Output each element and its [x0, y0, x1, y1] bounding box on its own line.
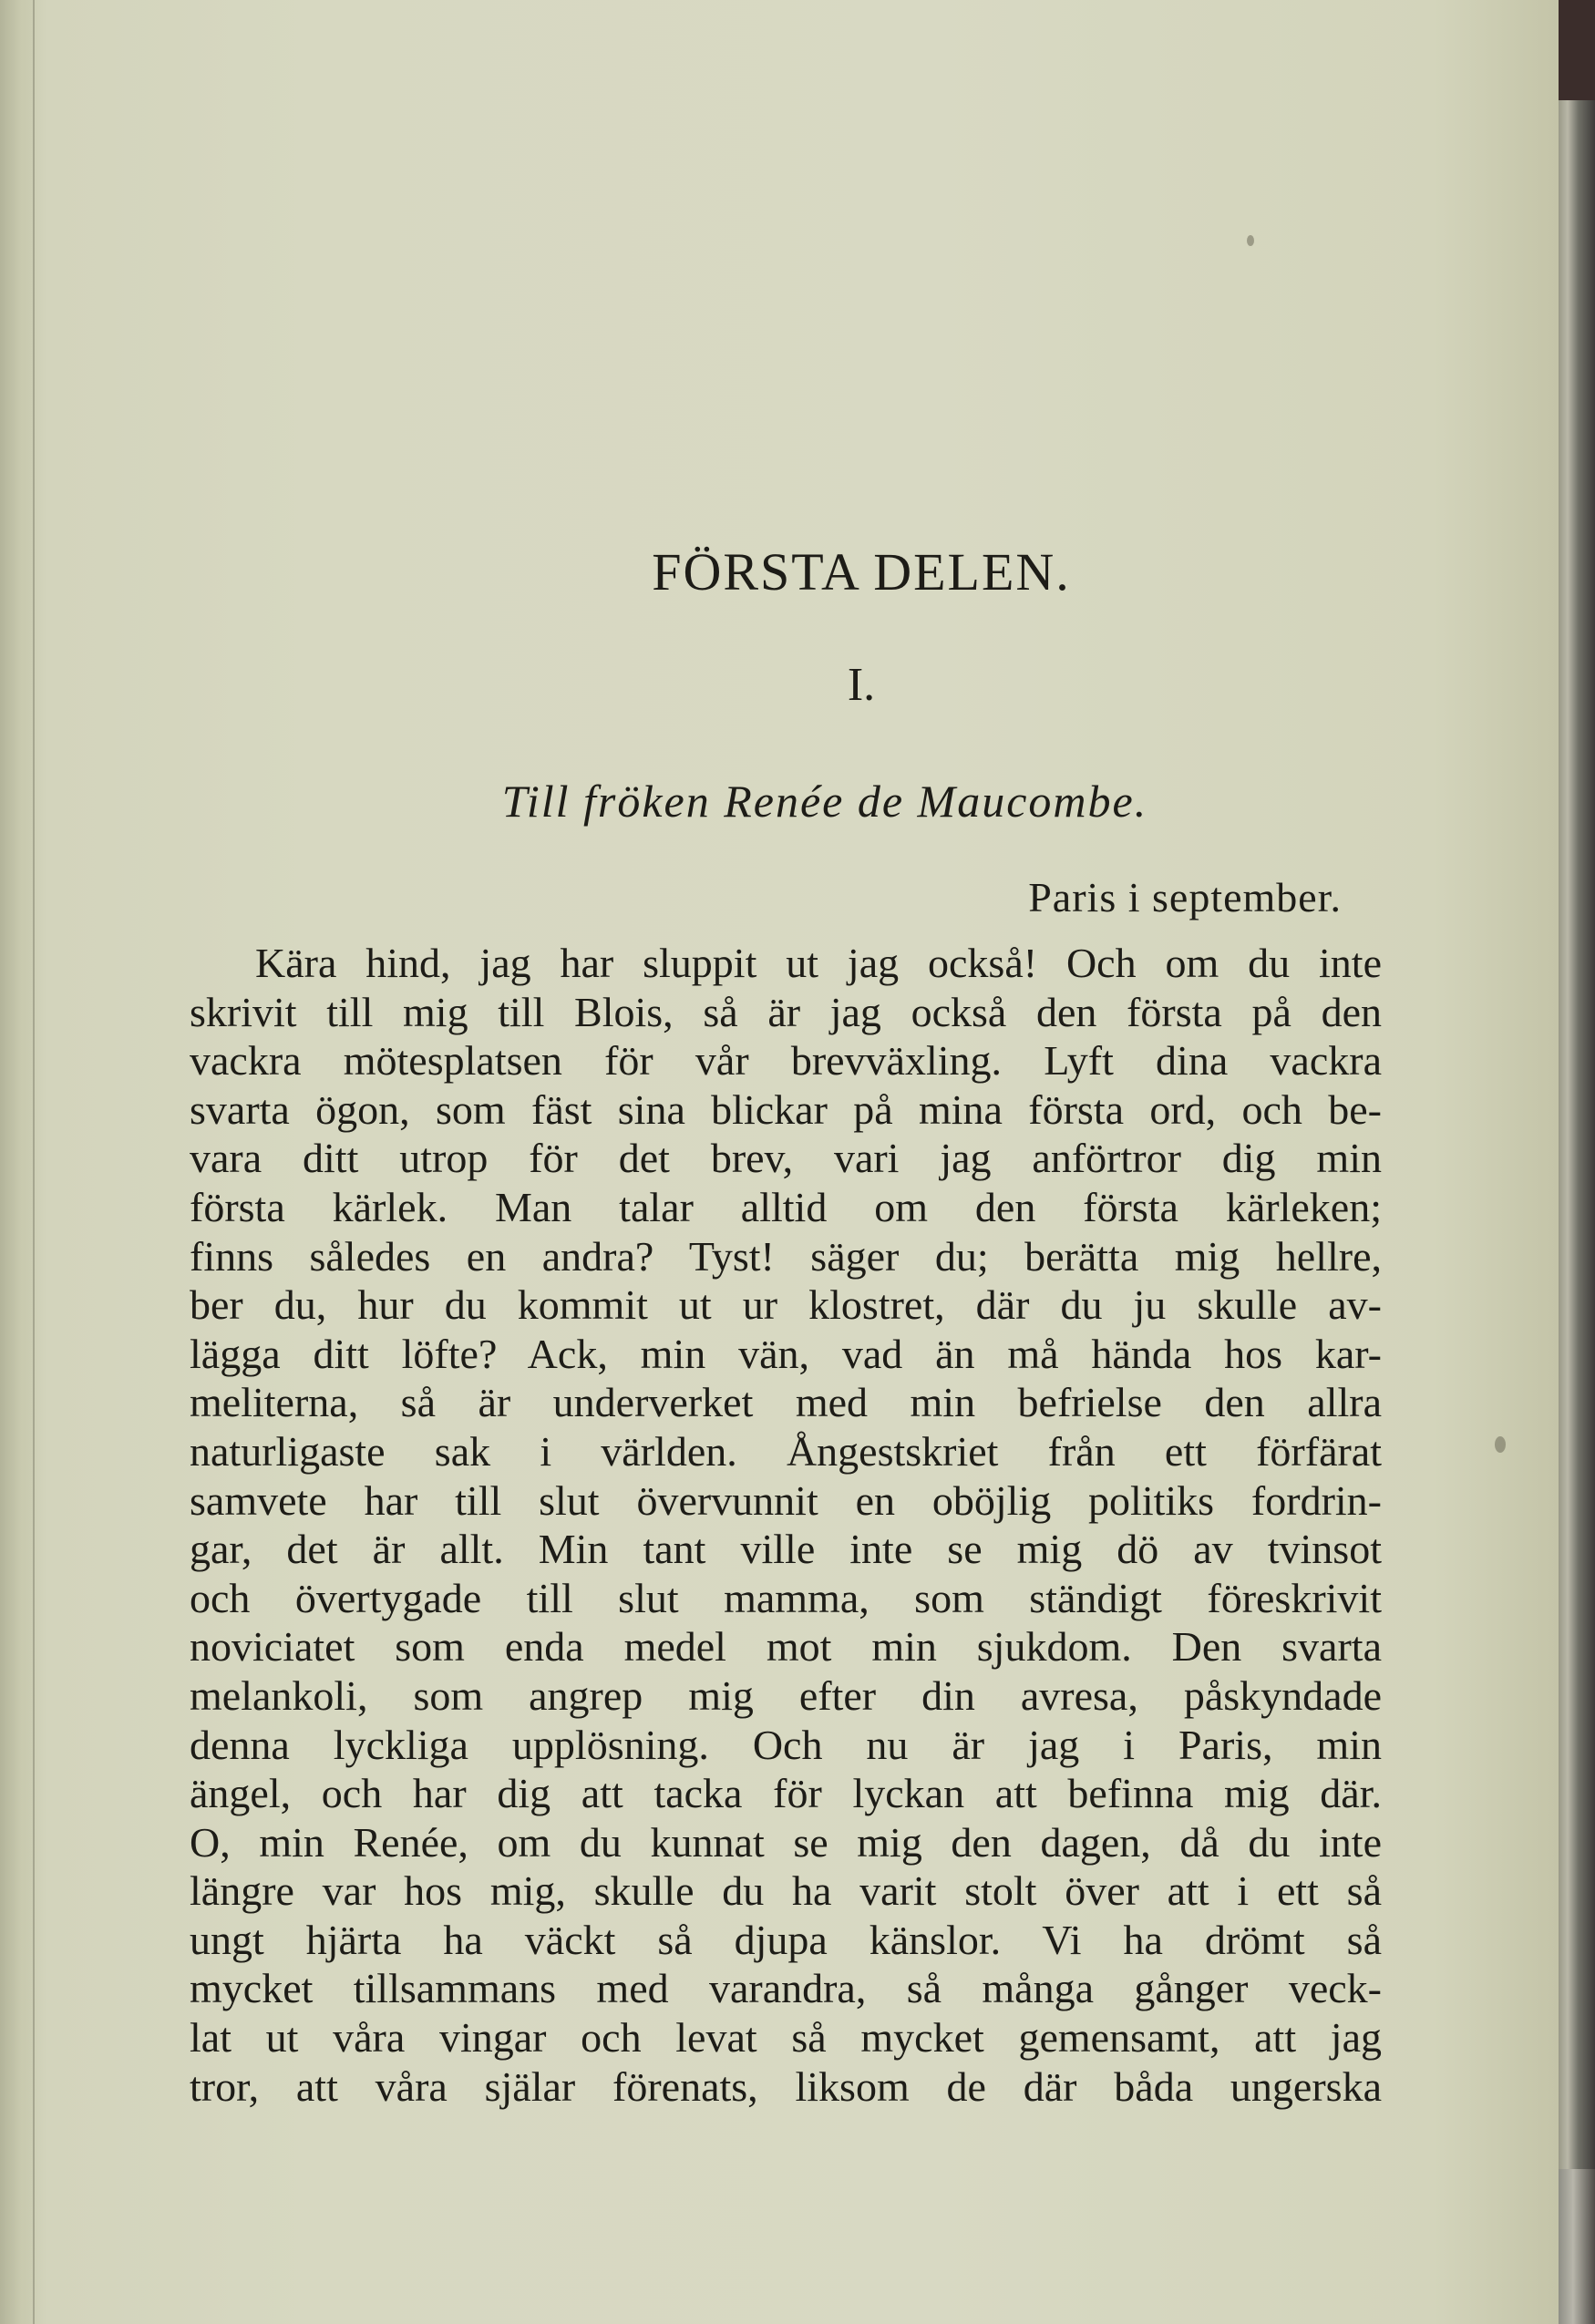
letter-addressee: Till fröken Renée de Maucombe.: [501, 776, 1148, 827]
body-line: ängel, och har dig att tacka för lyckan att befinna mig där.: [190, 1770, 1382, 1817]
gutter-line: [33, 0, 35, 2324]
chapter-number: I.: [847, 659, 876, 711]
body-line: gar, det är allt. Min tant ville inte se mig dö av tvinsot: [190, 1526, 1382, 1573]
letter-dateline: Paris i september.: [1028, 874, 1342, 920]
body-line: lat ut våra vingar och levat så mycket gemensamt, att jag: [190, 2014, 1382, 2062]
book-gutter: [0, 0, 36, 2324]
body-line: noviciatet som enda medel mot min sjukdom. Den svarta: [190, 1623, 1382, 1671]
body-line: mycket tillsammans med varandra, så många gånger veck-: [190, 1965, 1382, 2012]
cover-edge-top: [1559, 0, 1595, 100]
body-line: naturligaste sak i världen. Ångestskriet från ett förfärat: [190, 1427, 1382, 1475]
body-line: meliterna, så är underverket med min befrielse den allra: [190, 1379, 1382, 1426]
body-line: tror, att våra själar förenats, liksom de där båda ungerska: [190, 2062, 1382, 2110]
body-line: finns således en andra? Tyst! säger du; berätta mig hellre,: [190, 1232, 1382, 1280]
body-line: O, min Renée, om du kunnat se mig den dagen, då du inte: [190, 1818, 1382, 1866]
book-cover-edge: [1559, 0, 1595, 2324]
body-line: svarta ögon, som fäst sina blickar på mina första ord, och be-: [190, 1085, 1382, 1133]
part-title: FÖRSTA DELEN.: [652, 542, 1071, 602]
body-line: Kära hind, jag har sluppit ut jag också! Och om du inte: [255, 940, 1382, 986]
paper-fleck: [1495, 1436, 1506, 1453]
body-line: skrivit till mig till Blois, så är jag också den första på den: [190, 988, 1382, 1035]
body-line: vackra mötesplatsen för vår brevväxling. Lyft dina vackra: [190, 1037, 1382, 1085]
body-line: första kärlek. Man talar alltid om den första kärleken;: [190, 1183, 1382, 1230]
paper-fleck: [1247, 235, 1254, 246]
body-line: längre var hos mig, skulle du ha varit stolt över att i ett så: [190, 1867, 1382, 1915]
body-line: ungt hjärta ha väckt så djupa känslor. Vi ha drömt så: [190, 1916, 1382, 1963]
body-line: samvete har till slut övervunnit en oböjlig politiks fordrin-: [190, 1476, 1382, 1524]
body-line: denna lyckliga upplösning. Och nu är jag i Paris, min: [190, 1721, 1382, 1768]
body-line: lägga ditt löfte? Ack, min vän, vad än må hända hos kar-: [190, 1330, 1382, 1377]
cover-edge-bottom: [1559, 2169, 1595, 2324]
body-line: melankoli, som angrep mig efter din avresa, påskyndade: [190, 1671, 1382, 1719]
body-line: ber du, hur du kommit ut ur klostret, där du ju skulle av-: [190, 1281, 1382, 1329]
body-line: vara ditt utrop för det brev, vari jag anförtror dig min: [190, 1135, 1382, 1182]
letter-body: [190, 939, 1382, 2111]
body-line: och övertygade till slut mamma, som ständigt föreskrivit: [190, 1574, 1382, 1621]
